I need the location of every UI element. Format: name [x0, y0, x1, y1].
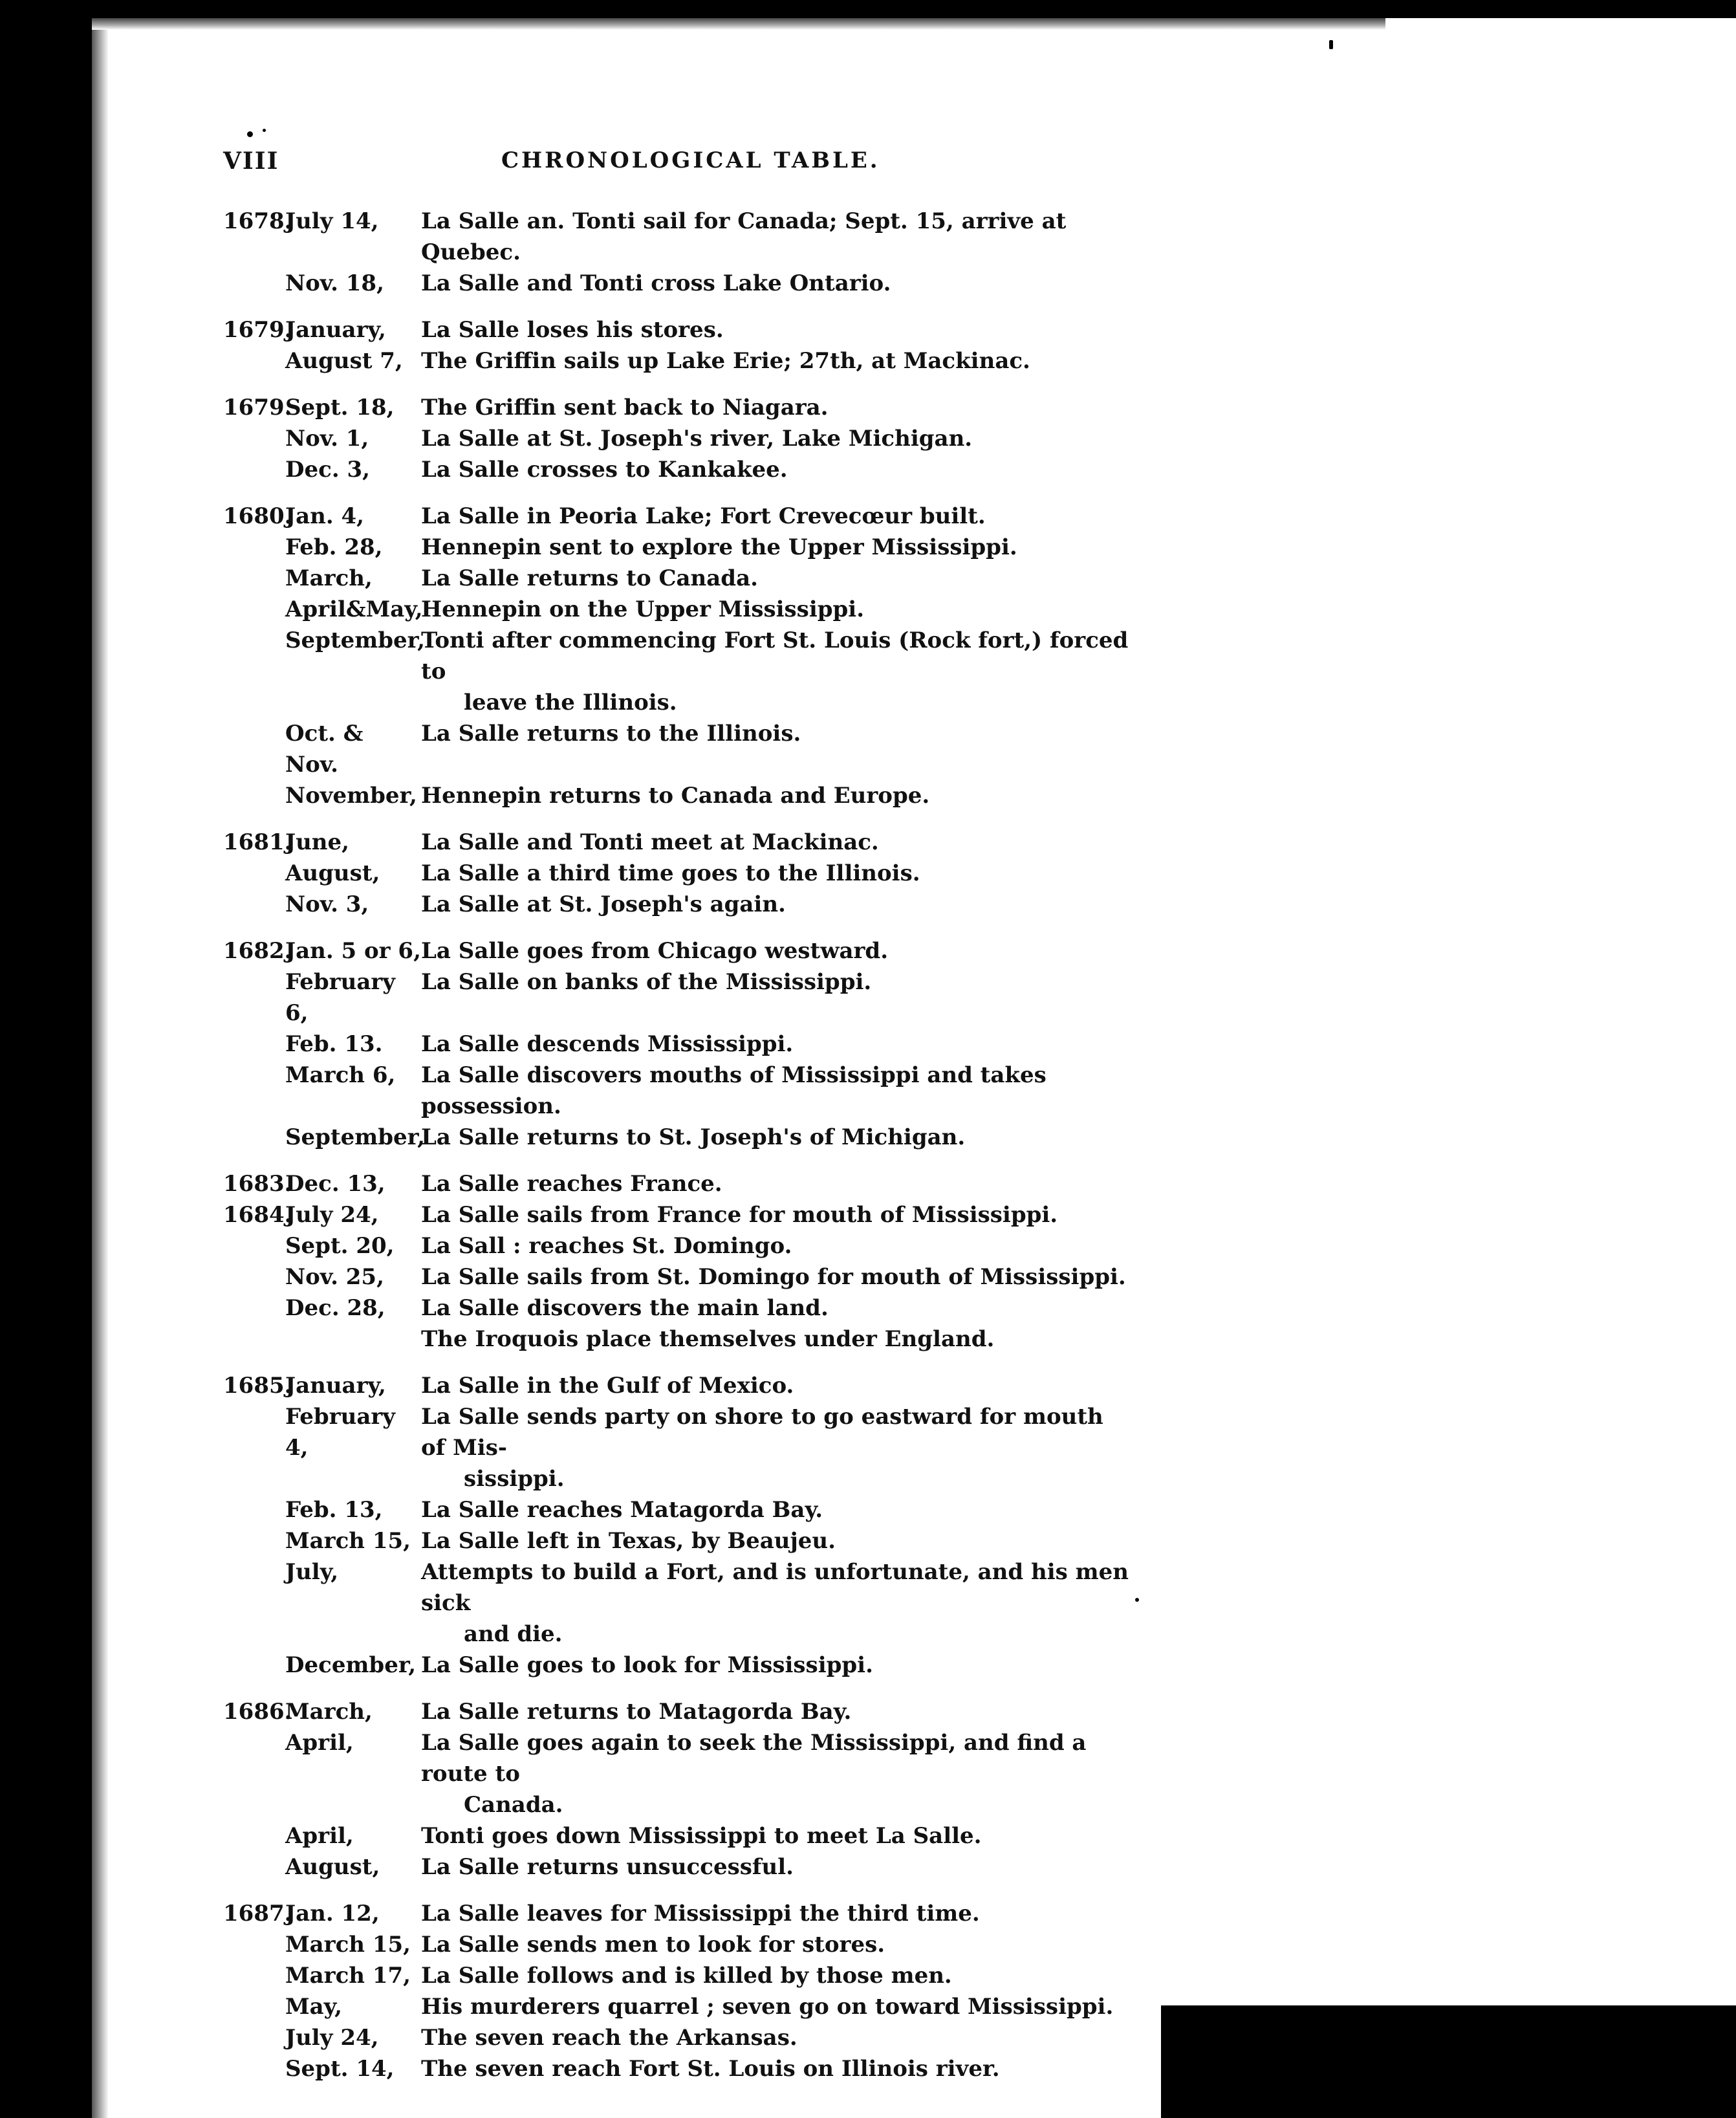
date-cell: July 24, — [285, 1202, 379, 1228]
event-text: La Salle in the Gulf of Mexico. — [421, 1373, 794, 1399]
date-cell: January, — [285, 1373, 386, 1399]
event-text: The seven reach Fort St. Louis on Illinois river. — [421, 2056, 1000, 2082]
table-row — [223, 780, 1129, 811]
date-cell: May, — [285, 1994, 343, 2020]
speck — [1329, 40, 1333, 49]
table-row — [223, 314, 1129, 345]
year-cell: 1684. — [223, 1202, 292, 1228]
event-text: La Salle left in Texas, by Beaujeu. — [421, 1528, 836, 1554]
running-title: CHRONOLOGICAL TABLE. — [501, 147, 880, 173]
year-group — [223, 935, 1129, 1153]
event-text: La Salle descends Mississippi. — [421, 1031, 794, 1057]
year-cell: 1685. — [223, 1373, 292, 1399]
table-row — [223, 687, 1129, 718]
event-text: sissippi. — [464, 1466, 565, 1492]
date-cell: Jan. 5 or 6, — [285, 938, 421, 964]
event-text: La Salle a third time goes to the Illinois. — [421, 860, 920, 886]
event-text: Attempts to build a Fort, and is unfortunate, and his men sick — [421, 1559, 1129, 1616]
table-row — [223, 1494, 1129, 1525]
table-row — [223, 1463, 1129, 1494]
date-cell: March 6, — [285, 1062, 396, 1088]
table-row — [223, 392, 1129, 423]
event-text: La Salle reaches France. — [421, 1171, 722, 1197]
event-text: La Salle and Tonti cross Lake Ontario. — [421, 270, 891, 296]
date-cell: July 14, — [285, 208, 379, 234]
year-group — [223, 206, 1129, 299]
table-row — [223, 1199, 1129, 1230]
table-row — [223, 1556, 1129, 1619]
table-row — [223, 1293, 1129, 1324]
event-text: La Salle at St. Joseph's again. — [421, 891, 786, 917]
event-text: La Salle at St. Joseph's river, Lake Michigan. — [421, 426, 973, 452]
year-group — [223, 827, 1129, 920]
event-text: La Salle goes again to seek the Mississippi, and find a route to — [421, 1730, 1087, 1787]
date-cell: February 4, — [285, 1404, 396, 1461]
event-text: Hennepin on the Upper Mississippi. — [421, 596, 865, 622]
table-row — [223, 206, 1129, 268]
year-cell: 1686. — [223, 1699, 292, 1725]
date-cell: January, — [285, 317, 386, 343]
date-cell: August 7, — [285, 348, 403, 374]
page-top-shadow — [92, 18, 1385, 30]
date-cell: Jan. 12, — [285, 1901, 380, 1927]
page-header — [223, 147, 1129, 186]
date-cell: March 17, — [285, 1963, 411, 1989]
table-row — [223, 501, 1129, 532]
year-group — [223, 1696, 1129, 1883]
date-cell: August, — [285, 1854, 380, 1880]
table-row — [223, 1401, 1129, 1463]
year-group — [223, 1199, 1129, 1355]
event-text: La Salle on banks of the Mississippi. — [421, 969, 872, 995]
event-text: La Salle discovers mouths of Mississippi and takes possession. — [421, 1062, 1047, 1119]
table-row — [223, 268, 1129, 299]
year-cell: 1681. — [223, 829, 292, 855]
event-text: La Salle sails from France for mouth of Mississippi. — [421, 1202, 1058, 1228]
table-row — [223, 563, 1129, 594]
event-text: Tonti after commencing Fort St. Louis (Rock fort,) forced to — [421, 628, 1129, 684]
table-row — [223, 1029, 1129, 1060]
event-text: La Salle loses his stores. — [421, 317, 724, 343]
year-cell: 1682. — [223, 938, 292, 964]
table-row — [223, 1324, 1129, 1355]
event-text: Tonti goes down Mississippi to meet La Salle. — [421, 1823, 982, 1849]
date-cell: Feb. 28, — [285, 534, 383, 560]
event-text: The Iroquois place themselves under England. — [421, 1326, 995, 1352]
date-cell: April, — [285, 1823, 354, 1849]
table-row — [223, 827, 1129, 858]
date-cell: June, — [285, 829, 349, 855]
event-text: The seven reach the Arkansas. — [421, 2025, 797, 2051]
table-row — [223, 858, 1129, 889]
year-group — [223, 314, 1129, 377]
event-text: La Salle leaves for Mississippi the third time. — [421, 1901, 980, 1927]
date-cell: April, — [285, 1730, 354, 1756]
date-cell: September, — [285, 1124, 425, 1150]
page-binding-shadow — [92, 18, 109, 2118]
table-row — [223, 1991, 1129, 2022]
table-row — [223, 1727, 1129, 1789]
event-text: La Sall : reaches St. Domingo. — [421, 1233, 792, 1259]
year-group — [223, 1898, 1129, 2084]
table-row — [223, 594, 1129, 625]
date-cell: March 15, — [285, 1528, 411, 1554]
event-text: La Salle in Peoria Lake; Fort Crevecœur built. — [421, 503, 986, 529]
date-cell: April&May, — [285, 596, 423, 622]
event-text: La Salle returns to Canada. — [421, 565, 758, 591]
event-text: His murderers quarrel ; seven go on toward Mississippi. — [421, 1994, 1114, 2020]
event-text: La Salle sends men to look for stores. — [421, 1932, 885, 1958]
table-row — [223, 625, 1129, 687]
page-number: VIII — [223, 147, 279, 175]
date-cell: March, — [285, 565, 373, 591]
year-cell: 1678. — [223, 208, 292, 234]
date-cell: Sept. 18, — [285, 395, 395, 420]
year-cell: 1679. — [223, 395, 292, 420]
event-text: The Griffin sent back to Niagara. — [421, 395, 829, 420]
table-row — [223, 1060, 1129, 1122]
table-row — [223, 1650, 1129, 1681]
table-row — [223, 1122, 1129, 1153]
date-cell: Nov. 25, — [285, 1264, 384, 1290]
table-row — [223, 1370, 1129, 1401]
table-row — [223, 1820, 1129, 1851]
date-cell: Nov. 1, — [285, 426, 369, 452]
event-text: La Salle crosses to Kankakee. — [421, 457, 788, 483]
event-text: La Salle returns to Matagorda Bay. — [421, 1699, 852, 1725]
table-row — [223, 1960, 1129, 1991]
table-row — [223, 889, 1129, 920]
date-cell: December, — [285, 1652, 417, 1678]
table-row — [223, 1619, 1129, 1650]
date-cell: August, — [285, 860, 380, 886]
event-text: La Salle goes from Chicago westward. — [421, 938, 889, 964]
date-cell: March, — [285, 1699, 373, 1725]
date-cell: Dec. 3, — [285, 457, 370, 483]
speck — [247, 131, 253, 137]
table-row — [223, 1525, 1129, 1556]
event-text: La Salle sails from St. Domingo for mouth of Mississippi. — [421, 1264, 1126, 1290]
table-row — [223, 1696, 1129, 1727]
date-cell: February 6, — [285, 969, 396, 1026]
year-cell: 1679. — [223, 317, 292, 343]
event-text: La Salle sends party on shore to go eastward for mouth of Mis- — [421, 1404, 1103, 1461]
date-cell: Feb. 13. — [285, 1031, 383, 1057]
table-row — [223, 1230, 1129, 1261]
event-text: leave the Illinois. — [464, 690, 677, 715]
event-text: Hennepin sent to explore the Upper Mississippi. — [421, 534, 1017, 560]
event-text: La Salle returns to St. Joseph's of Michigan. — [421, 1124, 966, 1150]
year-group — [223, 1168, 1129, 1199]
date-cell: Nov. 3, — [285, 891, 369, 917]
table-row — [223, 1898, 1129, 1929]
date-cell: November, — [285, 783, 417, 809]
date-cell: Sept. 14, — [285, 2056, 395, 2082]
table-row — [223, 1168, 1129, 1199]
year-group — [223, 392, 1129, 485]
table-row — [223, 2053, 1129, 2084]
event-text: Canada. — [464, 1792, 563, 1818]
date-cell: Nov. 18, — [285, 270, 384, 296]
event-text: La Salle discovers the main land. — [421, 1295, 829, 1321]
event-text: La Salle returns unsuccessful. — [421, 1854, 794, 1880]
date-cell: Oct. & Nov. — [285, 721, 363, 778]
date-cell: Dec. 13, — [285, 1171, 385, 1197]
table-row — [223, 1789, 1129, 1820]
year-group — [223, 1370, 1129, 1681]
speck — [1135, 1598, 1139, 1602]
year-cell: 1683. — [223, 1171, 292, 1197]
event-text: The Griffin sails up Lake Erie; 27th, at Mackinac. — [421, 348, 1030, 374]
table-row — [223, 2022, 1129, 2053]
scan-border — [1161, 2005, 1736, 2118]
table-row — [223, 1851, 1129, 1883]
table-row — [223, 1261, 1129, 1293]
date-cell: July 24, — [285, 2025, 379, 2051]
table-row — [223, 423, 1129, 454]
event-text: Hennepin returns to Canada and Europe. — [421, 783, 930, 809]
date-cell: March 15, — [285, 1932, 411, 1958]
year-cell: 1687. — [223, 1901, 292, 1927]
event-text: La Salle follows and is killed by those men. — [421, 1963, 952, 1989]
chronological-table — [223, 206, 1129, 2100]
event-text: La Salle and Tonti meet at Mackinac. — [421, 829, 879, 855]
table-row — [223, 966, 1129, 1029]
date-cell: Sept. 20, — [285, 1233, 395, 1259]
table-row — [223, 532, 1129, 563]
event-text: La Salle an. Tonti sail for Canada; Sept. 15, arrive at Quebec. — [421, 208, 1067, 265]
table-row — [223, 1929, 1129, 1960]
date-cell: Feb. 13, — [285, 1497, 383, 1523]
table-row — [223, 935, 1129, 966]
date-cell: July, — [285, 1559, 339, 1585]
event-text: La Salle returns to the Illinois. — [421, 721, 801, 747]
year-cell: 1680. — [223, 503, 292, 529]
year-group — [223, 501, 1129, 811]
date-cell: Dec. 28, — [285, 1295, 385, 1321]
event-text: La Salle reaches Matagorda Bay. — [421, 1497, 823, 1523]
table-row — [223, 345, 1129, 377]
table-row — [223, 718, 1129, 780]
event-text: La Salle goes to look for Mississippi. — [421, 1652, 873, 1678]
speck — [263, 129, 266, 132]
event-text: and die. — [464, 1621, 563, 1647]
date-cell: September, — [285, 628, 425, 653]
table-row — [223, 454, 1129, 485]
date-cell: Jan. 4, — [285, 503, 365, 529]
